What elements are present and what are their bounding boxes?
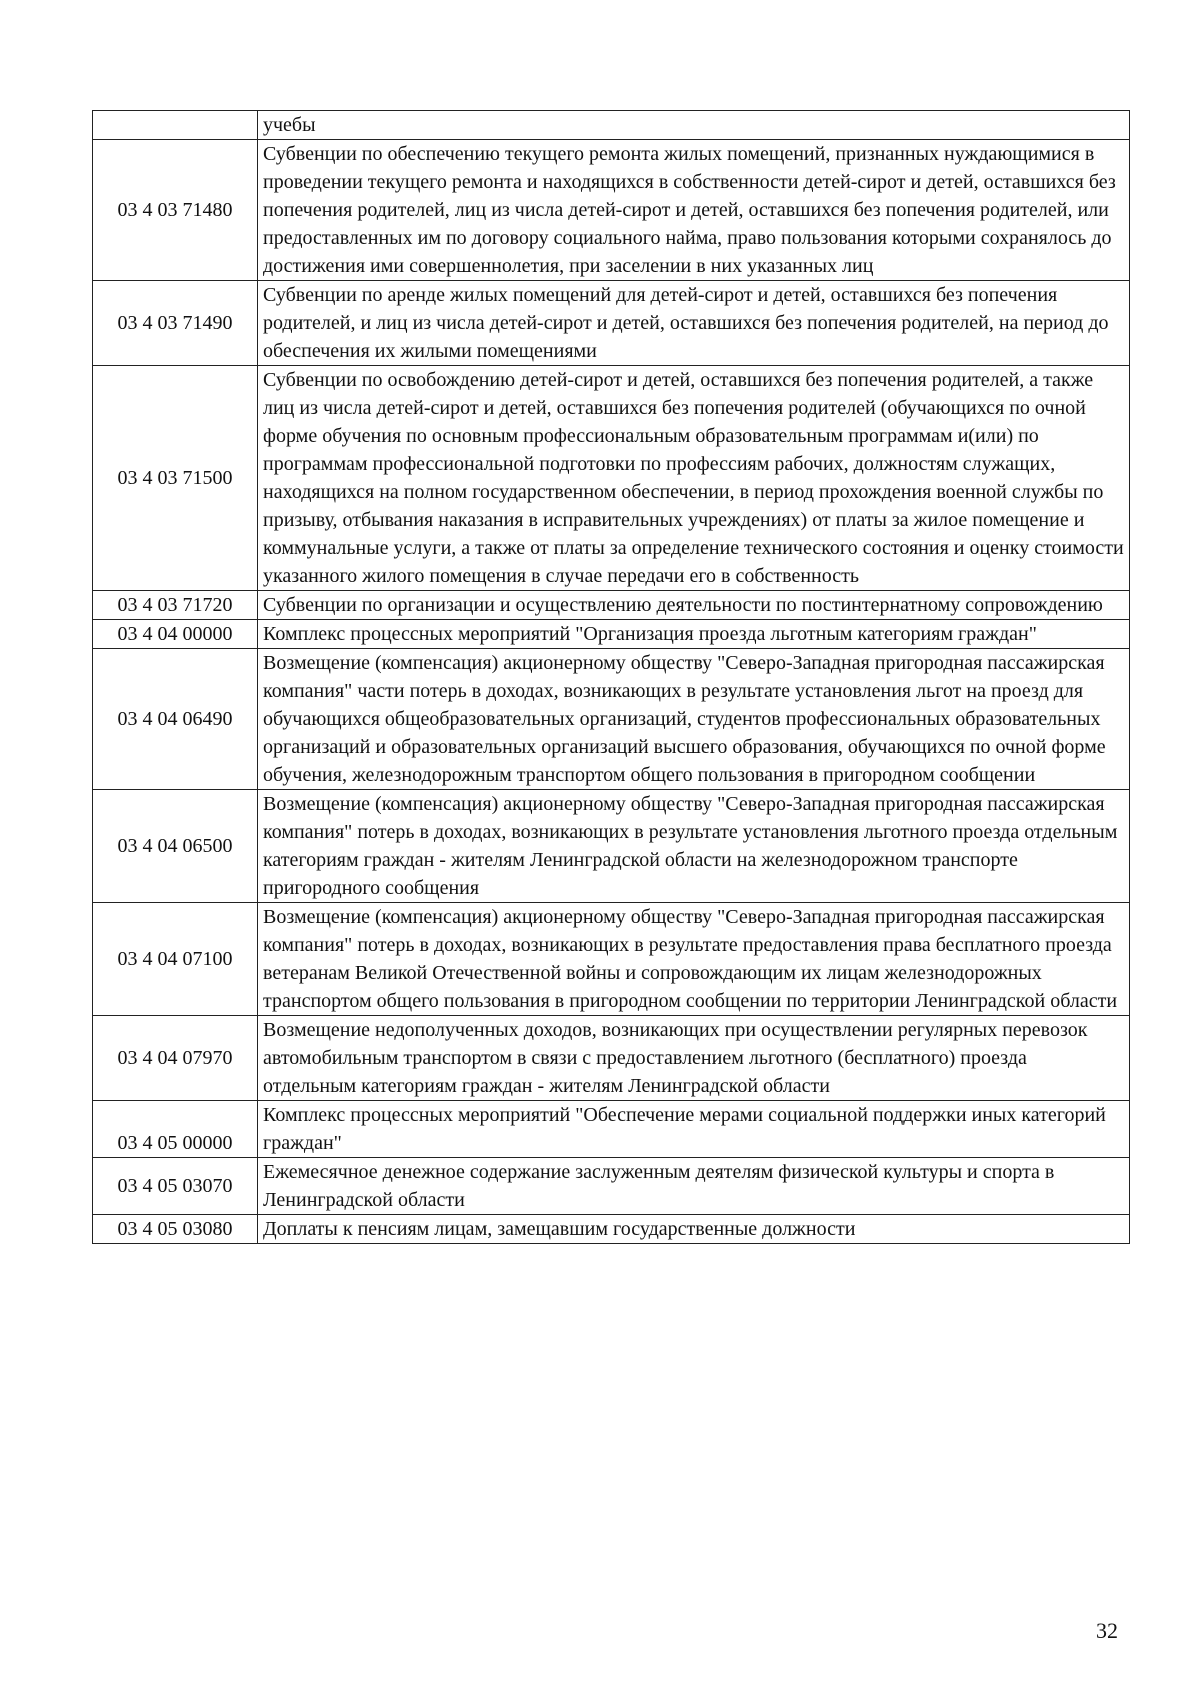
- row-description: Возмещение (компенсация) акционерному обществу "Северо-Западная пригородная пассажирская компания" части потерь в доходах, возникающих в результате установления льгот на проезд для обучающихся общеобразовательных организаций, студентов профессиональных образовательных организаций и образовательных организаций высшего образования, обучающихся по очной форме обучения, железнодорожным транспортом общего пользования в пригородном сообщении: [258, 649, 1130, 790]
- row-description: Комплекс процессных мероприятий "Обеспечение мерами социальной поддержки иных категорий граждан": [258, 1101, 1130, 1158]
- row-code: 03 4 05 03080: [93, 1215, 258, 1244]
- row-code: 03 4 03 71720: [93, 591, 258, 620]
- row-description: Субвенции по аренде жилых помещений для детей-сирот и детей, оставшихся без попечения родителей, и лиц из числа детей-сирот и детей, оставшихся без попечения родителей, на период до обеспечения их жилыми помещениями: [258, 281, 1130, 366]
- table-row: [93, 1215, 1130, 1244]
- table-row: [93, 1016, 1130, 1101]
- table-row: [93, 111, 1130, 140]
- row-code: 03 4 04 07970: [93, 1016, 258, 1101]
- row-code: 03 4 04 06500: [93, 790, 258, 903]
- row-description: Возмещение (компенсация) акционерному обществу "Северо-Западная пригородная пассажирская компания" потерь в доходах, возникающих в результате установления льготного проезда отдельным категориям граждан - жителям Ленинградской области на железнодорожном транспорте пригородного сообщения: [258, 790, 1130, 903]
- table-row: [93, 620, 1130, 649]
- table-row: [93, 1158, 1130, 1215]
- table-row: [93, 591, 1130, 620]
- table-row: [93, 140, 1130, 281]
- row-description: учебы: [258, 111, 1130, 140]
- row-code: 03 4 04 00000: [93, 620, 258, 649]
- row-code: 03 4 03 71500: [93, 366, 258, 591]
- row-code: [93, 111, 258, 140]
- table-row: [93, 281, 1130, 366]
- row-description: Субвенции по обеспечению текущего ремонта жилых помещений, признанных нуждающимися в проведении текущего ремонта и находящихся в собственности детей-сирот и детей, оставшихся без попечения родителей, лиц из числа детей-сирот и детей, оставшихся без попечения родителей, или предоставленных им по договору социального найма, право пользования которыми сохранялось до достижения ими совершеннолетия, при заселении в них указанных лиц: [258, 140, 1130, 281]
- budget-classification-table: [92, 110, 1130, 1244]
- row-description: Ежемесячное денежное содержание заслуженным деятелям физической культуры и спорта в Ленинградской области: [258, 1158, 1130, 1215]
- row-description: Возмещение недополученных доходов, возникающих при осуществлении регулярных перевозок автомобильным транспортом в связи с предоставлением льготного (бесплатного) проезда отдельным категориям граждан - жителям Ленинградской области: [258, 1016, 1130, 1101]
- row-code: 03 4 03 71490: [93, 281, 258, 366]
- row-description: Субвенции по организации и осуществлению деятельности по постинтернатному сопровождению: [258, 591, 1130, 620]
- row-code: 03 4 04 06490: [93, 649, 258, 790]
- row-description: Возмещение (компенсация) акционерному обществу "Северо-Западная пригородная пассажирская компания" потерь в доходах, возникающих в результате предоставления права бесплатного проезда ветеранам Великой Отечественной войны и сопровождающим их лицам железнодорожных транспортом общего пользования в пригородном сообщении по территории Ленинградской области: [258, 903, 1130, 1016]
- table-row: [93, 366, 1130, 591]
- table-row: [93, 903, 1130, 1016]
- row-code: 03 4 05 03070: [93, 1158, 258, 1215]
- row-code: 03 4 04 07100: [93, 903, 258, 1016]
- row-code: 03 4 05 00000: [93, 1101, 258, 1158]
- page-number: 32: [1096, 1618, 1118, 1643]
- row-description: Субвенции по освобождению детей-сирот и детей, оставшихся без попечения родителей, а также лиц из числа детей-сирот и детей, оставшихся без попечения родителей (обучающихся по очной форме обучения по основным профессиональным образовательным программам и(или) по программам профессиональной подготовки по профессиям рабочих, должностям служащих, находящихся на полном государственном обеспечении, в период прохождения военной службы по призыву, отбывания наказания в исправительных учреждениях) от платы за жилое помещение и коммунальные услуги, а также от платы за определение технического состояния и оценку стоимости указанного жилого помещения в случае передачи его в собственность: [258, 366, 1130, 591]
- table-row: [93, 790, 1130, 903]
- row-code: 03 4 03 71480: [93, 140, 258, 281]
- table-row: [93, 1101, 1130, 1158]
- row-description: Комплекс процессных мероприятий "Организация проезда льготным категориям граждан": [258, 620, 1130, 649]
- table-row: [93, 649, 1130, 790]
- row-description: Доплаты к пенсиям лицам, замещавшим государственные должности: [258, 1215, 1130, 1244]
